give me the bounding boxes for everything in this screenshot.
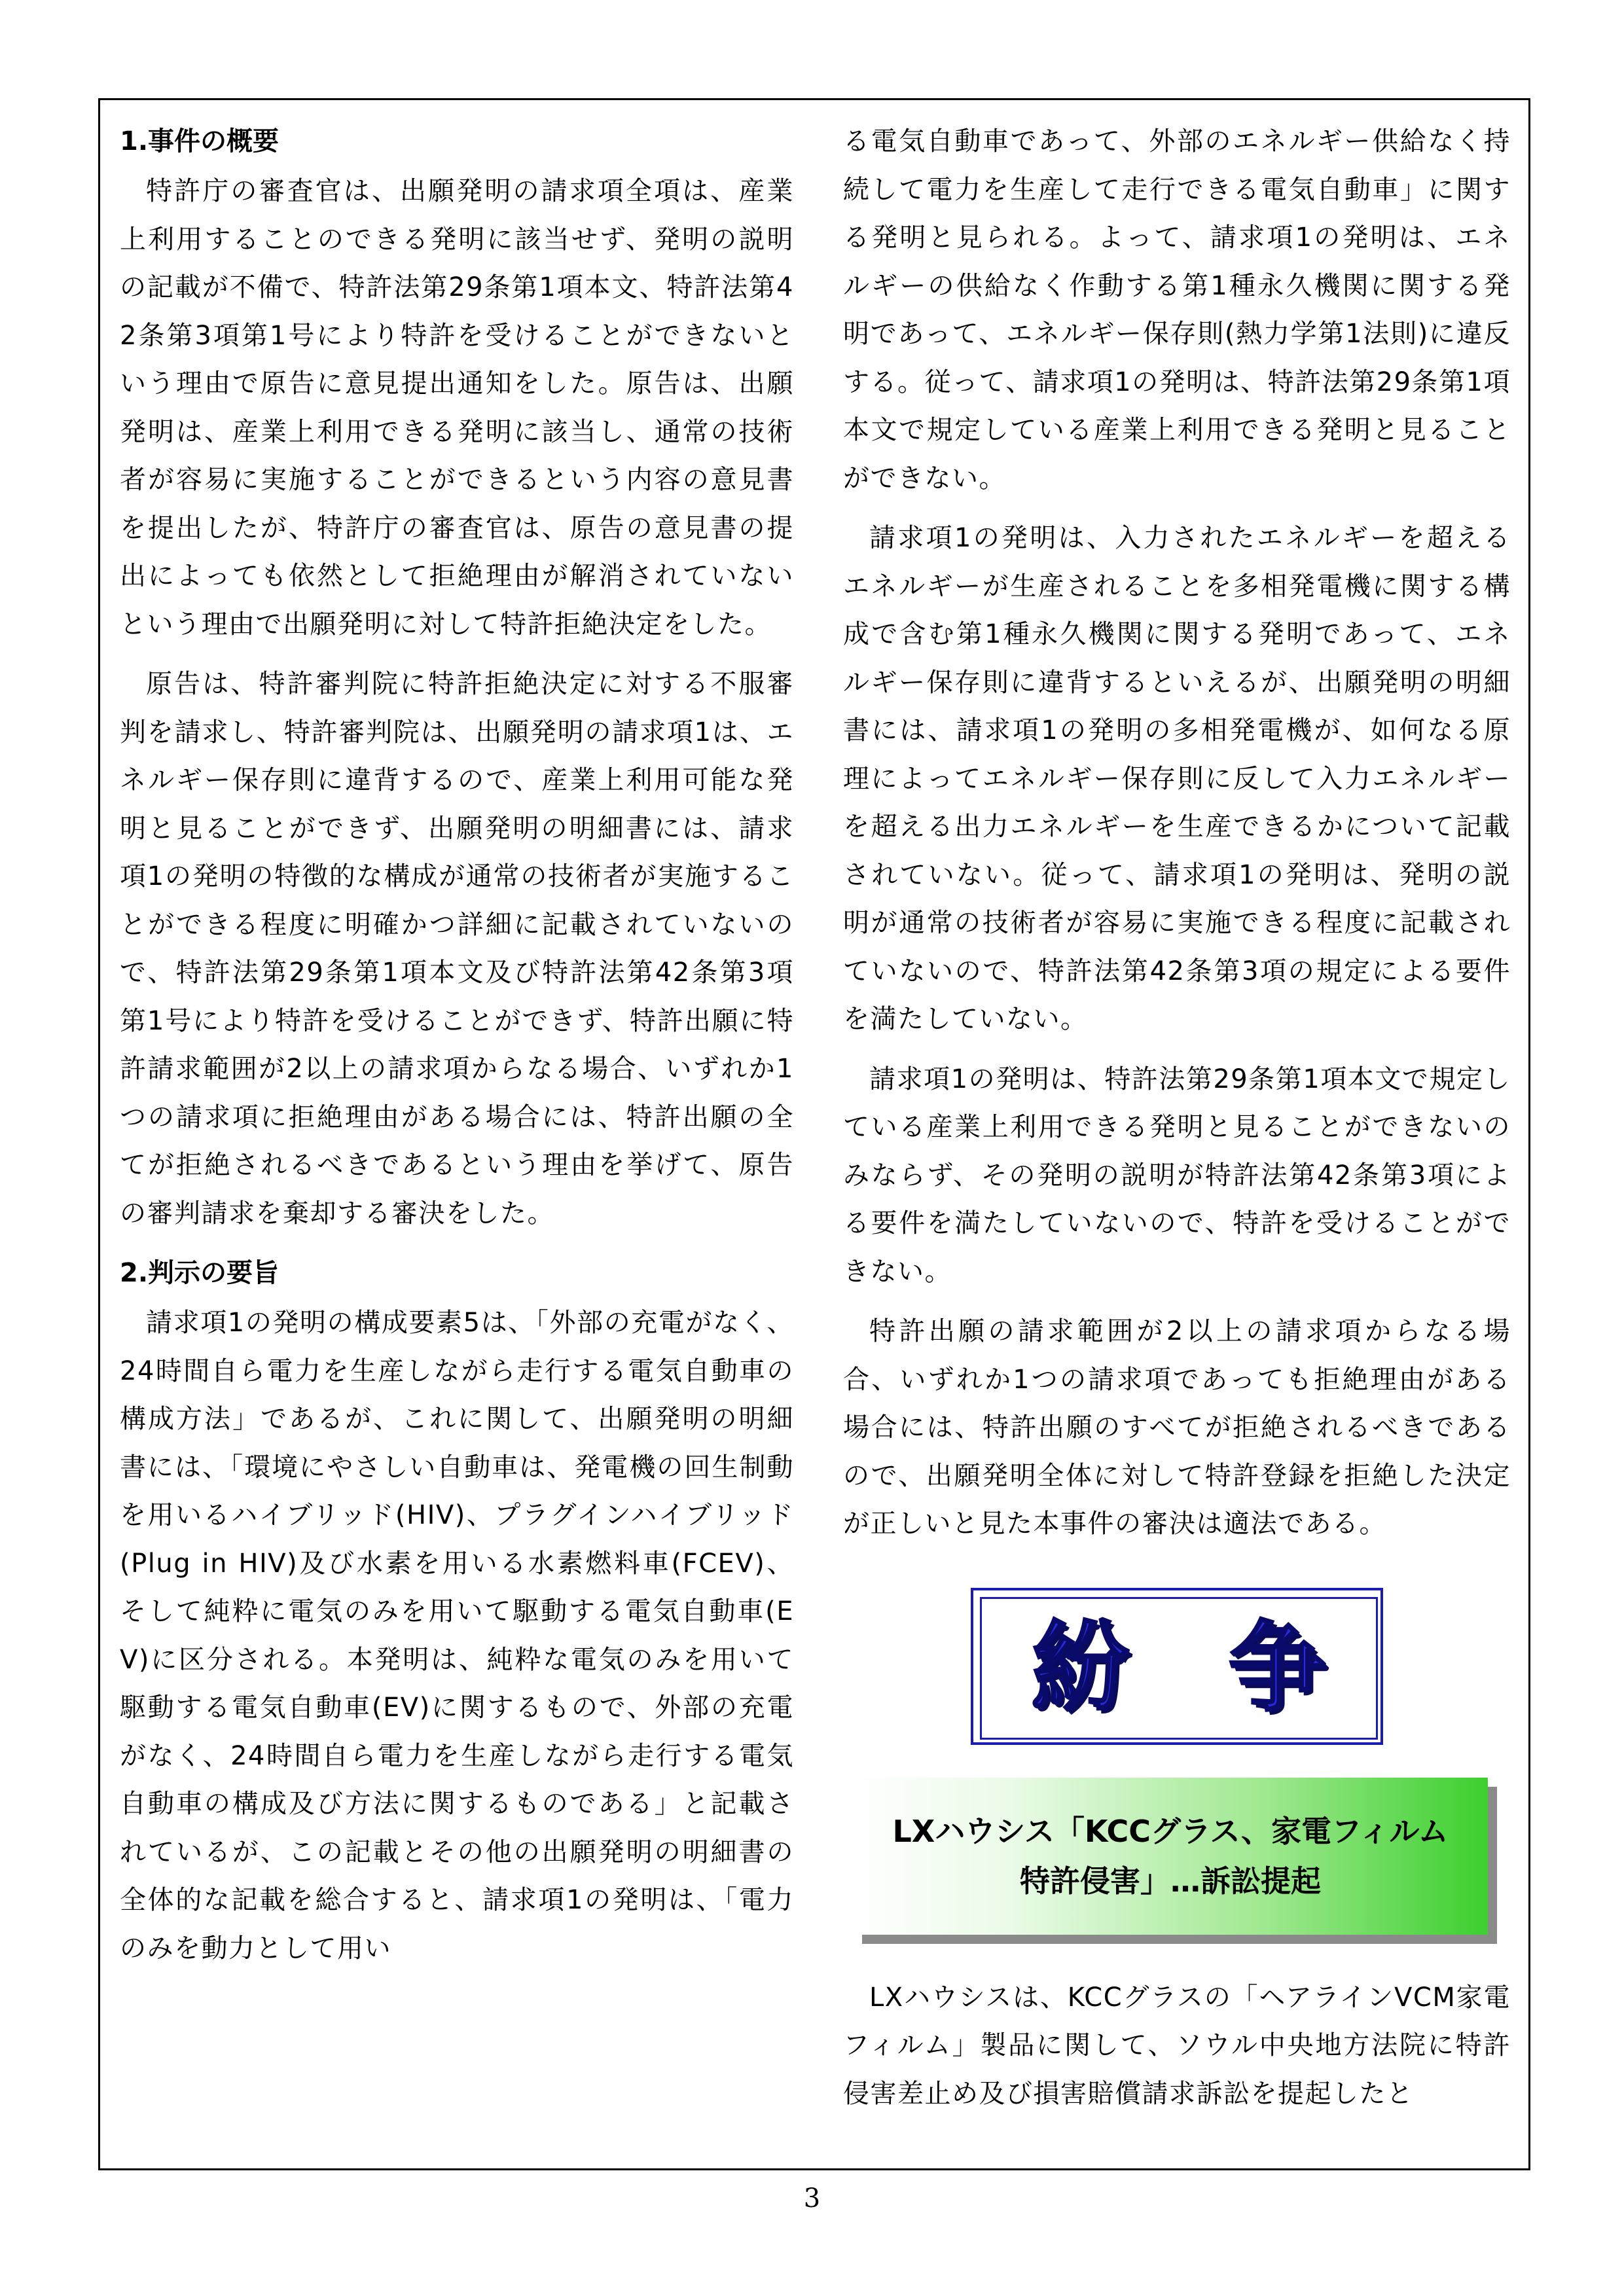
dispute-section-banner bbox=[971, 1588, 1383, 1745]
dispute-label-char-2: 争 bbox=[1228, 1611, 1327, 1725]
paragraph: 請求項1の発明は、特許法第29条第1項本文で規定している産業上利用できる発明と見ることができないのみならず、その発明の説明が特許法第42条第3項による要件を満たしていないので、特許を受けることができない。 bbox=[843, 1064, 1511, 1287]
left-column bbox=[120, 118, 794, 1984]
dispute-section-inner bbox=[980, 1597, 1378, 1740]
paragraph: る電気自動車であって、外部のエネルギー供給なく持続して電力を生産して走行できる電気自動車」に関する発明と見られる。よって、請求項1の発明は、エネルギーの供給なく作動する第1種永久機関に関する発明であって、エネルギー保存則(熱力学第1法則)に違反する。従って、請求項1の発明は、特許法第29条第1項本文で規定している産業上利用できる発明と見ることができない。 bbox=[843, 126, 1511, 493]
news-headline-box bbox=[853, 1778, 1488, 1935]
paragraph: 原告は、特許審判院に特許拒絶決定に対する不服審判を請求し、特許審判院は、出願発明の請求項1は、エネルギー保存則に違背するので、産業上利用可能な発明と見ることができず、出願発明の明細書には、請求項1の発明の特徴的な構成が通常の技術者が実施することができる程度に明確かつ詳細に記載されていないので、特許法第29条第1項本文及び特許法第42条第3項第1号により特許を受けることができず、特許出願に特許請求範囲が2以上の請求項からなる場合、いずれか1つの請求項に拒絶理由がある場合には、特許出願の全てが拒絶されるべきであるという理由を挙げて、原告の審判請求を棄却する審決をした。 bbox=[120, 669, 794, 1229]
paragraph: 請求項1の発明は、入力されたエネルギーを超えるエネルギーが生産されることを多相発電機に関する構成で含む第1種永久機関に関する発明であって、エネルギー保存則に違背するといえるが、出願発明の明細書には、請求項1の発明の多相発電機が、如何なる原理によってエネルギー保存則に反して入力エネルギーを超える出力エネルギーを生産できるかについて記載されていない。従って、請求項1の発明は、発明の説明が通常の技術者が容易に実施できる程度に記載されていないので、特許法第42条第3項の規定による要件を満たしていない。 bbox=[843, 523, 1511, 1034]
right-column bbox=[843, 118, 1511, 2130]
paragraph: LXハウシスは、KCCグラスの「ヘアラインVCM家電フィルム」製品に関して、ソウル中央地方法院に特許侵害差止め及び損害賠償請求訴訟を提起したと bbox=[843, 1982, 1511, 2109]
section-heading-ruling-summary: 2.判示の要旨 bbox=[120, 1258, 280, 1288]
dispute-label-char-1: 紛 bbox=[1031, 1611, 1130, 1725]
paragraph: 特許出願の請求範囲が2以上の請求項からなる場合、いずれか1つの請求項であっても拒絶理由がある場合には、特許出願のすべてが拒絶されるべきであるので、出願発明全体に対して特許登録を拒絶した決定が正しいと見た本事件の審決は適法である。 bbox=[843, 1316, 1511, 1539]
paragraph: 特許庁の審査官は、出願発明の請求項全項は、産業上利用することのできる発明に該当せず、発明の説明の記載が不備で、特許法第29条第1項本文、特許法第42条第3項第1号により特許を受けることができないという理由で原告に意見提出通知をした。原告は、出願発明は、産業上利用できる発明に該当し、通常の技術者が容易に実施することができるという内容の意見書を提出したが、特許庁の審査官は、原告の意見書の提出によっても依然として拒絶理由が解消されていないという理由で出願発明に対して特許拒絶決定をした。 bbox=[120, 176, 794, 639]
page-number: 3 bbox=[803, 2183, 821, 2214]
paragraph: 請求項1の発明の構成要素5は、「外部の充電がなく、24時間自ら電力を生産しながら走行する電気自動車の構成方法」であるが、これに関して、出願発明の明細書には、「環境にやさしい自動車は、発電機の回生制動を用いるハイブリッド(HIV)、プラグインハイブリッド(Plug in HIV)及び水素を用いる水素燃料車(FCEV)、そして純粋に電気のみを用いて駆動する電気自動車(EV)に区分される。本発明は、純粋な電気のみを用いて駆動する電気自動車(EV)に関するもので、外部の充電がなく、24時間自ら電力を生産しながら走行する電気自動車の構成及び方法に関するものである」と記載されているが、この記載とその他の出願発明の明細書の全体的な記載を総合すると、請求項1の発明は、「電力のみを動力として用い bbox=[120, 1308, 794, 1964]
section-heading-case-summary: 1.事件の概要 bbox=[120, 126, 280, 156]
news-headline-line-2: 特許侵害」…訴訟提起 bbox=[1019, 1863, 1321, 1899]
news-headline-line-1: LXハウシス「KCCグラス、家電フィルム bbox=[892, 1813, 1449, 1849]
